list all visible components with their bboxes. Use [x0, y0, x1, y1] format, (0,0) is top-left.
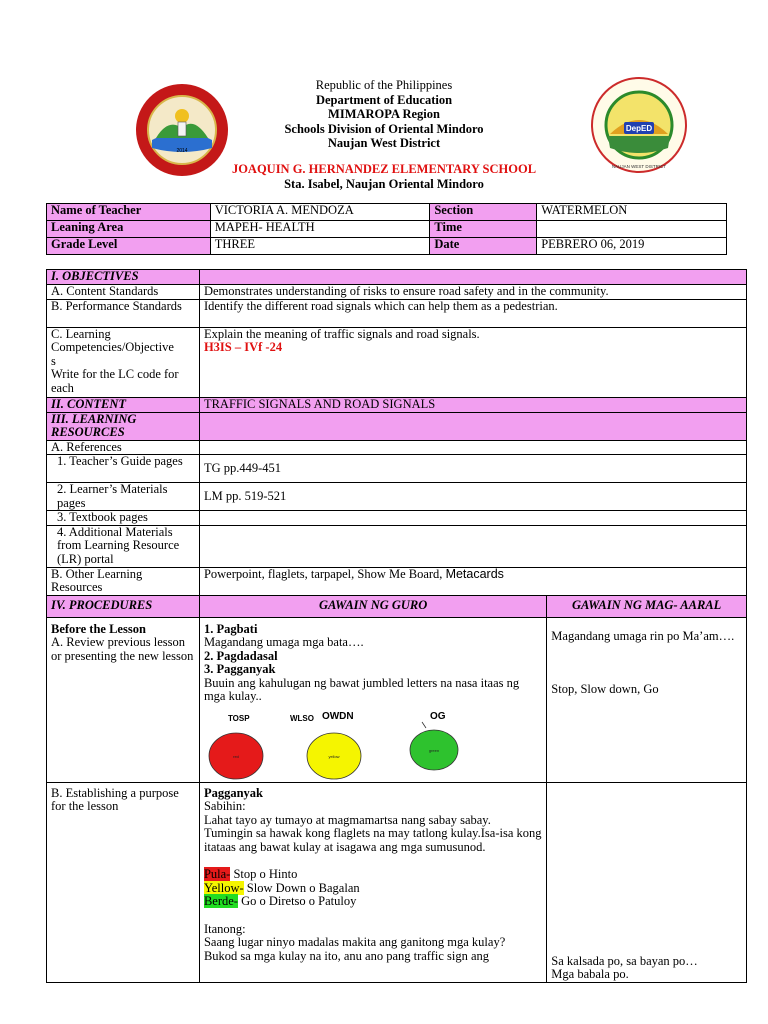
- time-value: [537, 221, 727, 238]
- sabihin-label: Sabihin:: [203, 799, 246, 813]
- content-value: TRAFFIC SIGNALS AND ROAD SIGNALS: [199, 397, 746, 412]
- section-value: WATERMELON: [537, 204, 727, 221]
- other-resources-value: [199, 567, 746, 595]
- school-name: JOAQUIN G. HERNANDEZ ELEMENTARY SCHOOL: [231, 162, 537, 176]
- procedures-title: IV. PROCEDURES: [47, 595, 200, 617]
- header-region: MIMAROPA Region: [328, 107, 440, 121]
- grade-value: THREE: [210, 238, 430, 255]
- document-header: [0, 78, 768, 151]
- itanong-label: Itanong:: [203, 921, 246, 936]
- info-table: [46, 203, 727, 255]
- teacher-label: Name of Teacher: [47, 204, 211, 221]
- procedure-a-label: [47, 617, 200, 782]
- pagdadasal-title: 2. Pagdadasal: [203, 648, 278, 663]
- other-resources-text: Powerpoint, flaglets, tarpapel, Show Me Board,: [203, 566, 446, 581]
- date-value: PEBRERO 06, 2019: [537, 238, 727, 255]
- jumble-wlso: WLSO: [289, 713, 314, 723]
- competencies-label: [47, 327, 200, 397]
- march-instruction: Lahat tayo ay tumayo at magmamartsa nang sabay sabay. Tumingin sa hawak kong flaglets na may tatlong kulay.Isa-isa kong itataas ang bawat kulay at isagawa ang mga sumusunod.: [203, 812, 542, 854]
- lm-label: 2. Learner’s Materials pages: [47, 483, 200, 511]
- procedure-a-pupil: [547, 617, 747, 782]
- procedure-b-pupil: [547, 782, 747, 982]
- red-circle-label: red: [233, 753, 239, 759]
- pagbati-title: 1. Pagbati: [203, 621, 258, 636]
- objectives-title: I. OBJECTIVES: [47, 270, 200, 285]
- competencies-text: Explain the meaning of traffic signals and road signals.: [203, 326, 480, 341]
- objectives-title-fill: [199, 270, 746, 285]
- procedure-a-teacher: [199, 617, 546, 782]
- references-label: A. References: [47, 440, 200, 455]
- content-standards-value: Demonstrates understanding of risks to ensure road safety and in the community.: [199, 285, 746, 300]
- berde-highlight: Berde-: [203, 894, 238, 908]
- pula-meaning: Stop o Hinto: [230, 867, 298, 881]
- lm-value: LM pp. 519-521: [199, 483, 746, 511]
- yellow-circle-label: yellow: [328, 753, 340, 759]
- pula-line: [204, 868, 542, 882]
- time-label: Time: [430, 221, 537, 238]
- green-circle-mark: [422, 722, 426, 728]
- performance-standards-label: B. Performance Standards: [47, 299, 200, 327]
- performance-standards-value: Identify the different road signals which can help them as a pedestrian.: [199, 299, 746, 327]
- yellow-highlight: Yellow-: [203, 880, 244, 895]
- school-address: Sta. Isabel, Naujan Oriental Mindoro: [284, 177, 484, 191]
- competencies-label-line3: Write for the LC code for each: [51, 367, 179, 395]
- jumble-owdn: OWDN: [321, 710, 354, 722]
- pupil-answer-colors: Stop, Slow down, Go: [551, 682, 659, 696]
- header-district: Naujan West District: [327, 136, 441, 150]
- additional-label: 4. Additional Materials from Learning Resource (LR) portal: [47, 525, 200, 567]
- header-division: Schools Division of Oriental Mindoro: [284, 121, 484, 136]
- berde-meaning: Go o Diretso o Patuloy: [237, 894, 357, 908]
- other-resources-label: B. Other Learning Resources: [47, 567, 200, 595]
- pagganyak-title: 3. Pagganyak: [203, 662, 276, 676]
- lesson-table: [46, 269, 747, 983]
- traffic-circles-area: [204, 704, 542, 782]
- grade-label: Grade Level: [47, 238, 211, 255]
- pula-highlight: Pula-: [203, 867, 231, 881]
- pupil-answer-place: Sa kalsada po, sa bayan po…: [551, 953, 698, 968]
- procedure-b-teacher: [199, 782, 546, 982]
- area-value: MAPEH- HEALTH: [210, 221, 430, 238]
- jumble-og: OG: [429, 710, 446, 722]
- date-label: Date: [430, 238, 537, 255]
- resources-title-fill: [199, 412, 746, 440]
- textbook-label: 3. Textbook pages: [47, 511, 200, 526]
- content-title: II. CONTENT: [47, 397, 200, 412]
- other-resources-metacards: Metacards: [445, 566, 504, 581]
- tg-label: 1. Teacher’s Guide pages: [47, 455, 200, 483]
- header-republic: Republic of the Philippines: [315, 78, 453, 92]
- teacher-value: VICTORIA A. MENDOZA: [210, 204, 430, 221]
- traffic-circles-svg: [204, 704, 544, 782]
- berde-line: [204, 895, 542, 909]
- pupil-greeting: Magandang umaga rin po Ma’am….: [551, 628, 735, 643]
- teacher-column-header: GAWAIN NG GURO: [199, 595, 546, 617]
- section-label: Section: [430, 204, 537, 221]
- pupil-answer-signs: Mga babala po.: [551, 967, 629, 981]
- procedure-b-label: B. Establishing a purpose for the lesson: [47, 782, 200, 982]
- question-2: Bukod sa mga kulay na ito, anu ano pang traffic sign ang: [203, 948, 490, 963]
- deped-badge: DepED: [625, 124, 653, 133]
- pagbati-text: Magandang umaga mga bata….: [203, 635, 364, 649]
- competencies-label-line2: s: [51, 353, 56, 368]
- pagganyak-instruction: Buuin ang kahulugan ng bawat jumbled letters na nasa itaas ng mga kulay..: [203, 675, 520, 703]
- seal-district: NAUJAN WEST DISTRICT: [611, 164, 667, 169]
- seal-year: 2014: [176, 148, 188, 154]
- pagganyak-b-title: Pagganyak: [203, 785, 263, 800]
- pupil-column-header: GAWAIN NG MAG- AARAL: [547, 595, 747, 617]
- tg-value: TG pp.449-451: [199, 455, 746, 483]
- review-label: A. Review previous lesson or presenting the new lesson: [51, 635, 194, 663]
- competencies-value: [199, 327, 746, 397]
- lc-code: H3IS – IVf -24: [203, 340, 283, 354]
- green-circle-label: green: [428, 747, 440, 753]
- header-department: Department of Education: [315, 92, 453, 107]
- yellow-meaning: Slow Down o Bagalan: [243, 880, 360, 895]
- before-lesson-title: Before the Lesson: [51, 621, 146, 636]
- yellow-line: [204, 882, 542, 896]
- jumble-tosp: TOSP: [227, 713, 250, 723]
- competencies-label-line1: C. Learning Competencies/Objective: [51, 326, 174, 354]
- question-1: Saang lugar ninyo madalas makita ang ganitong mga kulay?: [203, 935, 506, 949]
- area-label: Leaning Area: [47, 221, 211, 238]
- resources-title: III. LEARNING RESOURCES: [47, 412, 200, 440]
- content-standards-label: A. Content Standards: [47, 285, 200, 300]
